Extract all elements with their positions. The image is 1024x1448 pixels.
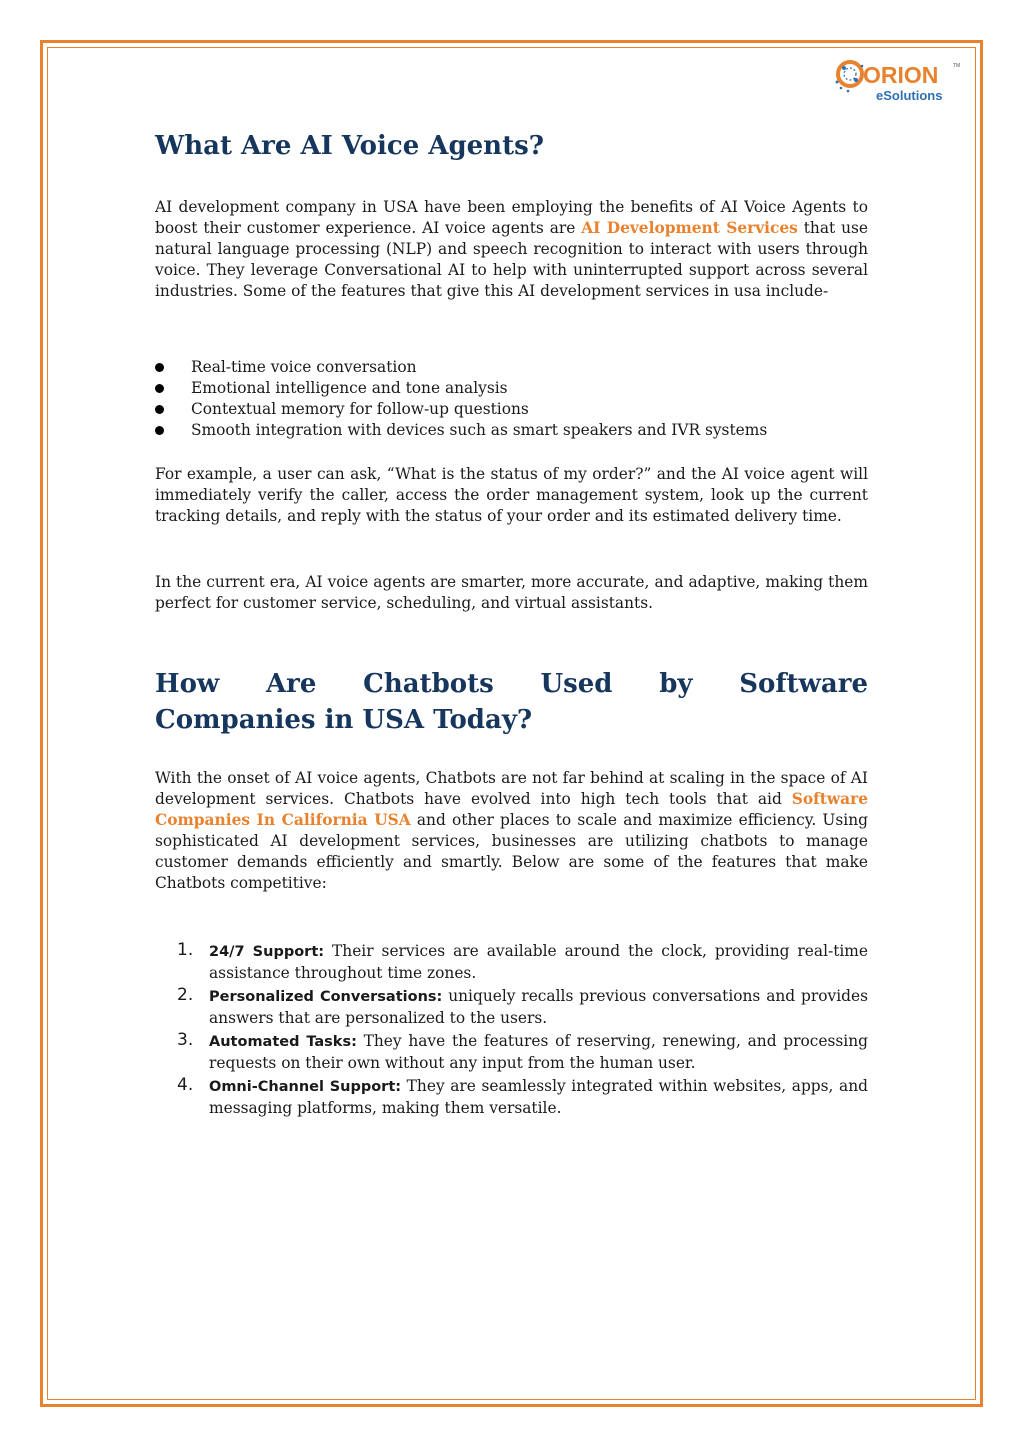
list-number: 2.: [177, 985, 194, 1005]
section-heading-chatbots: [155, 666, 868, 738]
feature-term: Personalized Conversations:: [209, 989, 443, 1005]
heading-line-2: Companies in USA Today?: [155, 705, 533, 735]
logo-wordmark: ORION: [863, 62, 939, 88]
feature-description: uniquely recalls previous conversations and provides answers that are personalized to the users.: [209, 987, 868, 1027]
bullet-dot-icon: [155, 405, 164, 414]
feature-term: Omni-Channel Support:: [209, 1079, 402, 1095]
list-item: [155, 1031, 868, 1074]
list-item: [155, 986, 868, 1029]
feature-description: They have the features of reserving, renewing, and processing requests on their own without any input from the human user.: [209, 1032, 868, 1072]
feature-description: They are seamlessly integrated within websites, apps, and messaging platforms, making them versatile.: [209, 1077, 868, 1117]
list-number: 1.: [177, 940, 194, 960]
list-item: [155, 420, 868, 441]
feature-term: Automated Tasks:: [209, 1034, 357, 1050]
heading-line-1: [155, 666, 868, 702]
list-number: 4.: [177, 1075, 194, 1095]
logo-trademark: TM: [953, 63, 961, 69]
heading-word: Software: [739, 669, 868, 699]
section-heading-ai-voice-agents: What Are AI Voice Agents?: [155, 131, 544, 161]
feature-description: Their services are available around the clock, providing real-time assistance throughout time zones.: [209, 942, 869, 982]
chatbots-intro-paragraph: [155, 768, 868, 894]
example-paragraph: For example, a user can ask, “What is the status of my order?” and the AI voice agent will immediately verify the caller, access the order management system, look up the current tracking details, and reply with the status of your order and its estimated delivery time.: [155, 465, 868, 525]
feature-term: 24/7 Support:: [209, 944, 325, 960]
orion-logo-graphic: [832, 58, 962, 106]
list-item: [155, 1076, 868, 1119]
list-item-text: Real-time voice conversation: [191, 358, 417, 376]
bullet-dot-icon: [155, 363, 164, 372]
logo-subtext: eSolutions: [876, 88, 943, 103]
intro-text-end: that use natural language processing (NLP) and speech recognition to interact with users through voice. They leverage Conversational AI to help with uninterrupted support across several industries. Some of the features that give this AI development services in usa include-: [155, 219, 868, 300]
heading-word: Used: [540, 669, 613, 699]
ai-voice-intro-paragraph: [155, 197, 868, 302]
list-item-text: Smooth integration with devices such as smart speakers and IVR systems: [191, 421, 768, 439]
list-item: [155, 399, 868, 420]
heading-word: How: [155, 669, 220, 699]
software-companies-california-link[interactable]: Software Companies In California USA: [155, 790, 868, 829]
bullet-dot-icon: [155, 384, 164, 393]
intro-text-start: AI development company in USA have been employing the benefits of AI Voice Agents to boost their customer experience. AI voice agents are: [155, 198, 868, 237]
orion-esolutions-logo: [832, 58, 962, 106]
list-number: 3.: [177, 1030, 194, 1050]
list-item: [155, 941, 868, 984]
ai-development-services-link[interactable]: AI Development Services: [581, 219, 798, 237]
document-body: [155, 128, 868, 1121]
bullet-dot-icon: [155, 426, 164, 435]
list-item: [155, 378, 868, 399]
chatbot-features-list: [155, 941, 868, 1119]
list-item-text: Emotional intelligence and tone analysis: [191, 379, 508, 397]
heading-word: Chatbots: [363, 669, 494, 699]
closing-paragraph: In the current era, AI voice agents are smarter, more accurate, and adaptive, making them perfect for customer service, scheduling, and virtual assistants.: [155, 573, 868, 612]
list-item-text: Contextual memory for follow-up questions: [191, 400, 529, 418]
intro-text-end: and other places to scale and maximize efficiency. Using sophisticated AI development services, businesses are utilizing chatbots to manage customer demands efficiently and smartly. Below are some of the features that make Chatbots competitive:: [155, 811, 868, 892]
intro-text-start: With the onset of AI voice agents, Chatbots are not far behind at scaling in the space of AI development services. Chatbots have evolved into high tech tools that aid: [155, 769, 868, 808]
feature-bullet-list: [155, 357, 868, 441]
list-item: [155, 357, 868, 378]
heading-word: Are: [266, 669, 317, 699]
heading-word: by: [659, 669, 693, 699]
